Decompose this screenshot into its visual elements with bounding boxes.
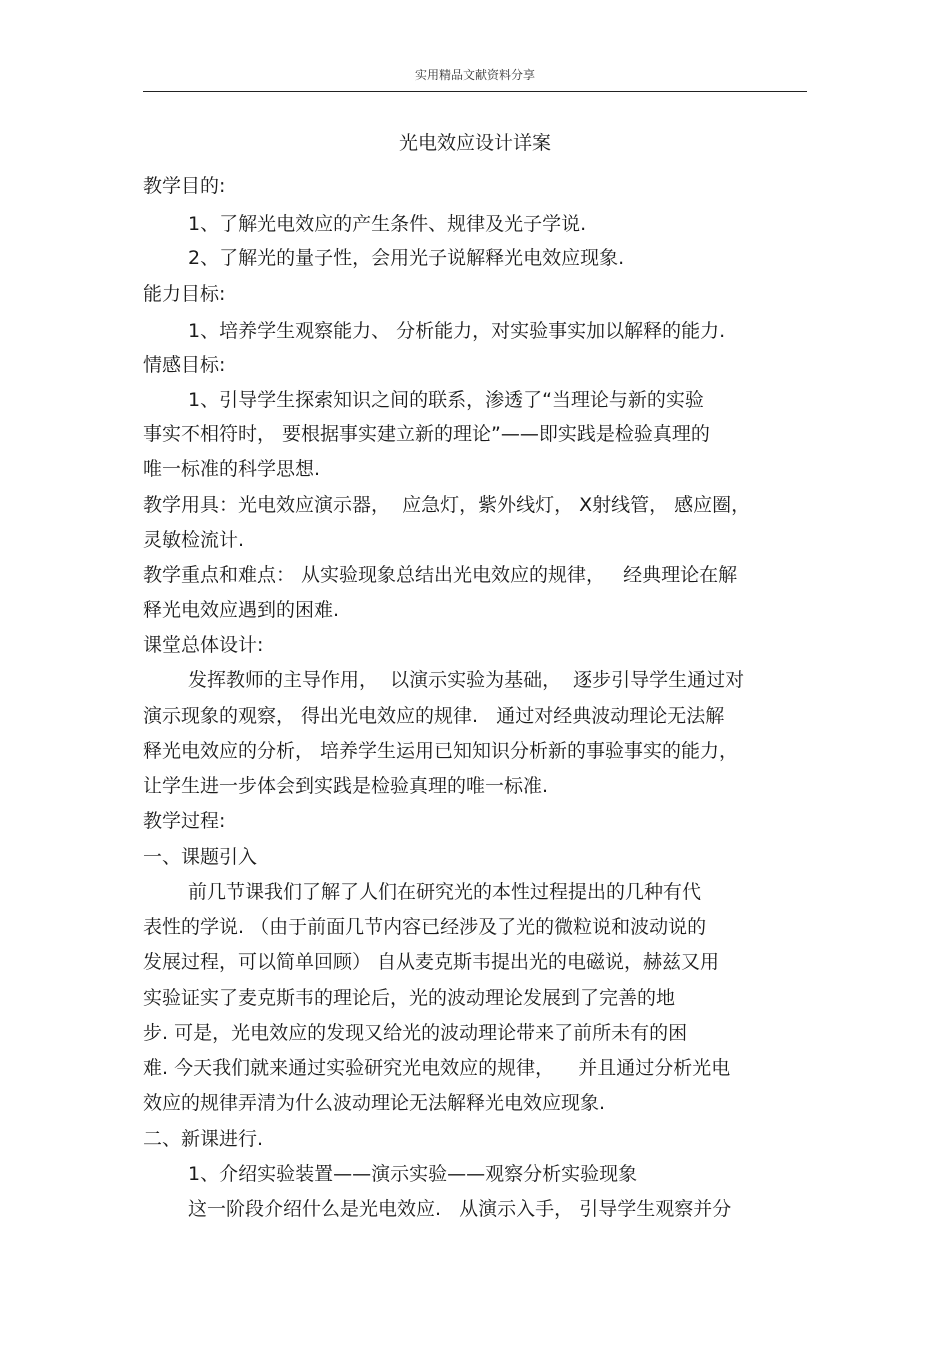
paragraph-line: 演示现象的观察， 得出光电效应的规律. 通过对经典波动理论无法解 — [143, 705, 725, 727]
paragraph-line: 发挥教师的主导作用， 以演示实验为基础， 逐步引导学生通过对 — [188, 669, 745, 691]
paragraph-line: 表性的学说. （由于前面几节内容已经涉及了光的微粒说和波动说的 — [143, 916, 707, 938]
paragraph-line: 难. 今天我们就来通过实验研究光电效应的规律， 并且通过分析光电 — [143, 1057, 731, 1079]
paragraph-line: 1、引导学生探索知识之间的联系，渗透了“当理论与新的实验 — [188, 389, 704, 411]
paragraph-line: 释光电效应遇到的困难. — [143, 599, 340, 621]
paragraph-line: 实验证实了麦克斯韦的理论后，光的波动理论发展到了完善的地 — [143, 987, 676, 1009]
document-title: 光电效应设计详案 — [398, 132, 551, 154]
section-heading-process: 教学过程: — [143, 810, 226, 832]
paragraph-line: 让学生进一步体会到实践是检验真理的唯一标准. — [143, 775, 549, 797]
paragraph-line: 1、培养学生观察能力、 分析能力，对实验事实加以解释的能力. — [188, 320, 726, 342]
paragraph-line: 前几节课我们了解了人们在研究光的本性过程提出的几种有代 — [188, 881, 702, 903]
paragraph-line: 1、介绍实验装置——演示实验——观察分析实验现象 — [188, 1163, 638, 1185]
section-heading-emotion: 情感目标: — [143, 354, 226, 376]
section-heading-keypoints: 教学重点和难点： 从实验现象总结出光电效应的规律， 经典理论在解 — [143, 564, 738, 586]
paragraph-line: 灵敏检流计. — [143, 529, 245, 551]
paragraph-line: 事实不相符时， 要根据事实建立新的理论”——即实践是检验真理的 — [143, 423, 710, 445]
section-heading-design: 课堂总体设计: — [143, 634, 264, 656]
header-divider — [143, 91, 807, 92]
page-header: 实用精品文献资料分享 — [414, 68, 535, 82]
paragraph-line: 1、了解光电效应的产生条件、规律及光子学说. — [188, 213, 587, 235]
paragraph-line: 这一阶段介绍什么是光电效应. 从演示入手， 引导学生观察并分 — [188, 1198, 732, 1220]
paragraph-line: 步. 可是，光电效应的发现又给光的波动理论带来了前所未有的困 — [143, 1022, 688, 1044]
paragraph-line: 发展过程，可以简单回顾） 自从麦克斯韦提出光的电磁说，赫兹又用 — [143, 951, 720, 973]
section-heading-tools: 教学用具：光电效应演示器， 应急灯，紫外线灯， X射线管， 感应圈， — [143, 494, 751, 516]
paragraph-line: 2、了解光的量子性，会用光子说解释光电效应现象. — [188, 247, 625, 269]
paragraph-line: 效应的规律弄清为什么波动理论无法解释光电效应现象. — [143, 1092, 606, 1114]
section-heading-ability: 能力目标: — [143, 283, 226, 305]
paragraph-line: 唯一标准的科学思想. — [143, 458, 321, 480]
subsection-heading-intro: 一、课题引入 — [143, 846, 258, 868]
paragraph-line: 释光电效应的分析， 培养学生运用已知知识分析新的事验事实的能力， — [143, 740, 739, 762]
subsection-heading-newlesson: 二、新课进行. — [143, 1128, 264, 1150]
section-heading-objectives: 教学目的: — [143, 175, 226, 197]
